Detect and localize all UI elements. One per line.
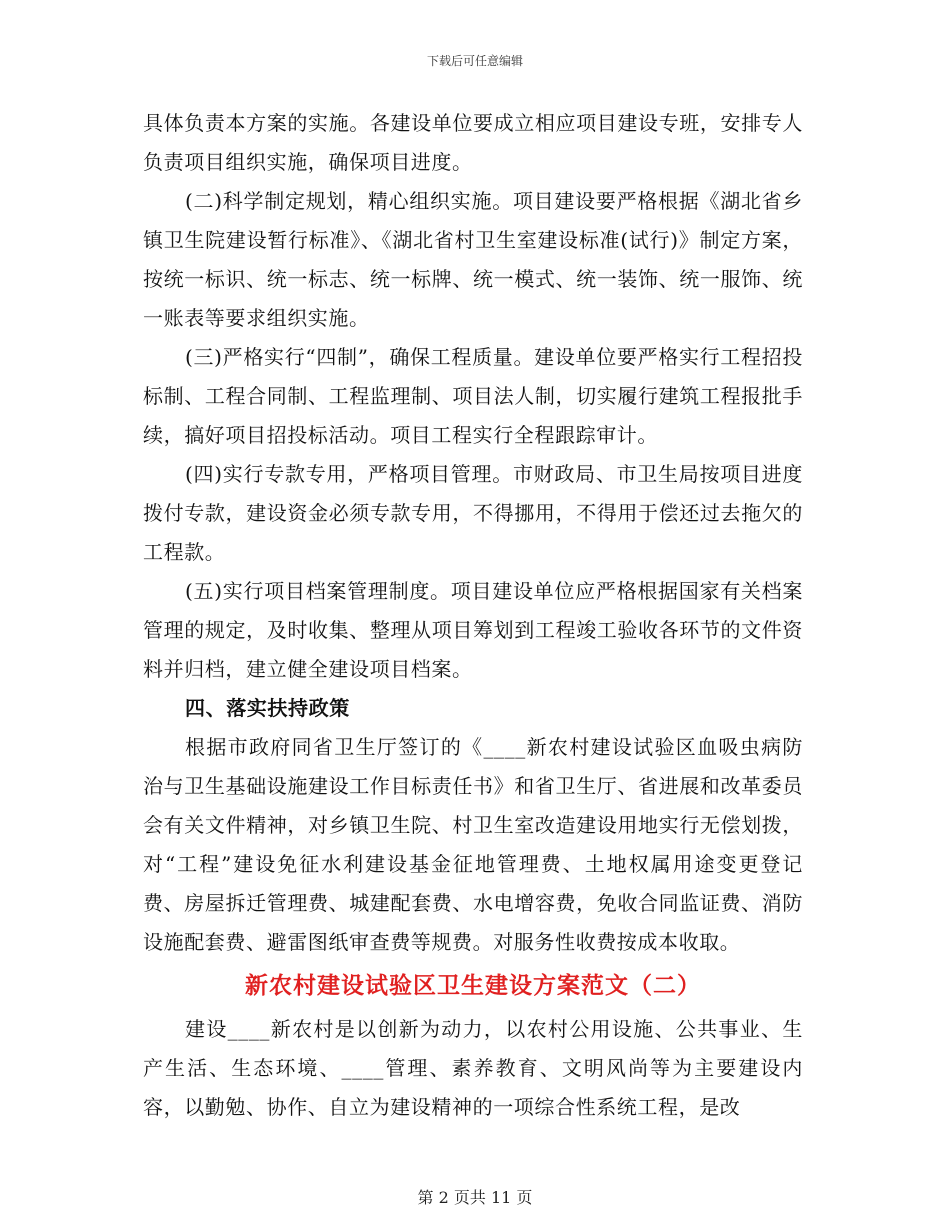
document-body: [143, 104, 803, 1127]
paragraph-policy: 根据市政府同省卫生厅签订的《____新农村建设试验区血吸虫病防治与卫生基础设施建设工作目标责任书》和省卫生厅、省进展和改革委员会有关文件精神，对乡镇卫生院、村卫生室改造建设用地实行无偿划拨，对“工程”建设免征水利建设基金征地管理费、土地权属用途变更登记费、房屋拆迁管理费、城建配套费、水电增容费，免收合同监证费、消防设施配套费、避雷图纸审查费等规费。对服务性收费按成本收取。: [143, 735, 803, 954]
paragraph-item-3: (三)严格实行“四制”，确保工程质量。建设单位要严格实行工程招投标制、工程合同制、工程监理制、项目法人制，切实履行建筑工程报批手续，搞好项目招投标活动。项目工程实行全程跟踪审计。: [143, 345, 803, 447]
paragraph-intro: 建设____新农村是以创新为动力，以农村公用设施、公共事业、生产生活、生态环境、____管理、素养教育、文明风尚等为主要建设内容，以勤勉、协作、自立为建设精神的一项综合性系统工程，是改: [143, 1017, 803, 1119]
paragraph-continuation: 具体负责本方案的实施。各建设单位要成立相应项目建设专班，安排专人负责项目组织实施，确保项目进度。: [143, 111, 803, 174]
paragraph-item-5: (五)实行项目档案管理制度。项目建设单位应严格根据国家有关档案管理的规定，及时收集、整理从项目筹划到工程竣工验收各环节的文件资料并归档，建立健全建设项目档案。: [143, 579, 803, 681]
paragraph-item-2: (二)科学制定规划，精心组织实施。项目建设要严格根据《湖北省乡镇卫生院建设暂行标准》、《湖北省村卫生室建设标准(试行)》制定方案，按统一标识、统一标志、统一标牌、统一模式、统一装饰、统一服饰、统一账表等要求组织实施。: [143, 189, 803, 330]
page-header: 下载后可任意编辑: [426, 54, 523, 68]
page-footer: 第 2 页共 11 页: [417, 1188, 533, 1207]
document-title: 新农村建设试验区卫生建设方案范文（二）: [245, 972, 701, 999]
paragraph-item-4: (四)实行专款专用，严格项目管理。市财政局、市卫生局按项目进度拨付专款，建设资金必须专款专用，不得挪用，不得用于偿还过去拖欠的工程款。: [143, 462, 803, 564]
section-heading: 四、落实扶持政策: [185, 696, 350, 720]
